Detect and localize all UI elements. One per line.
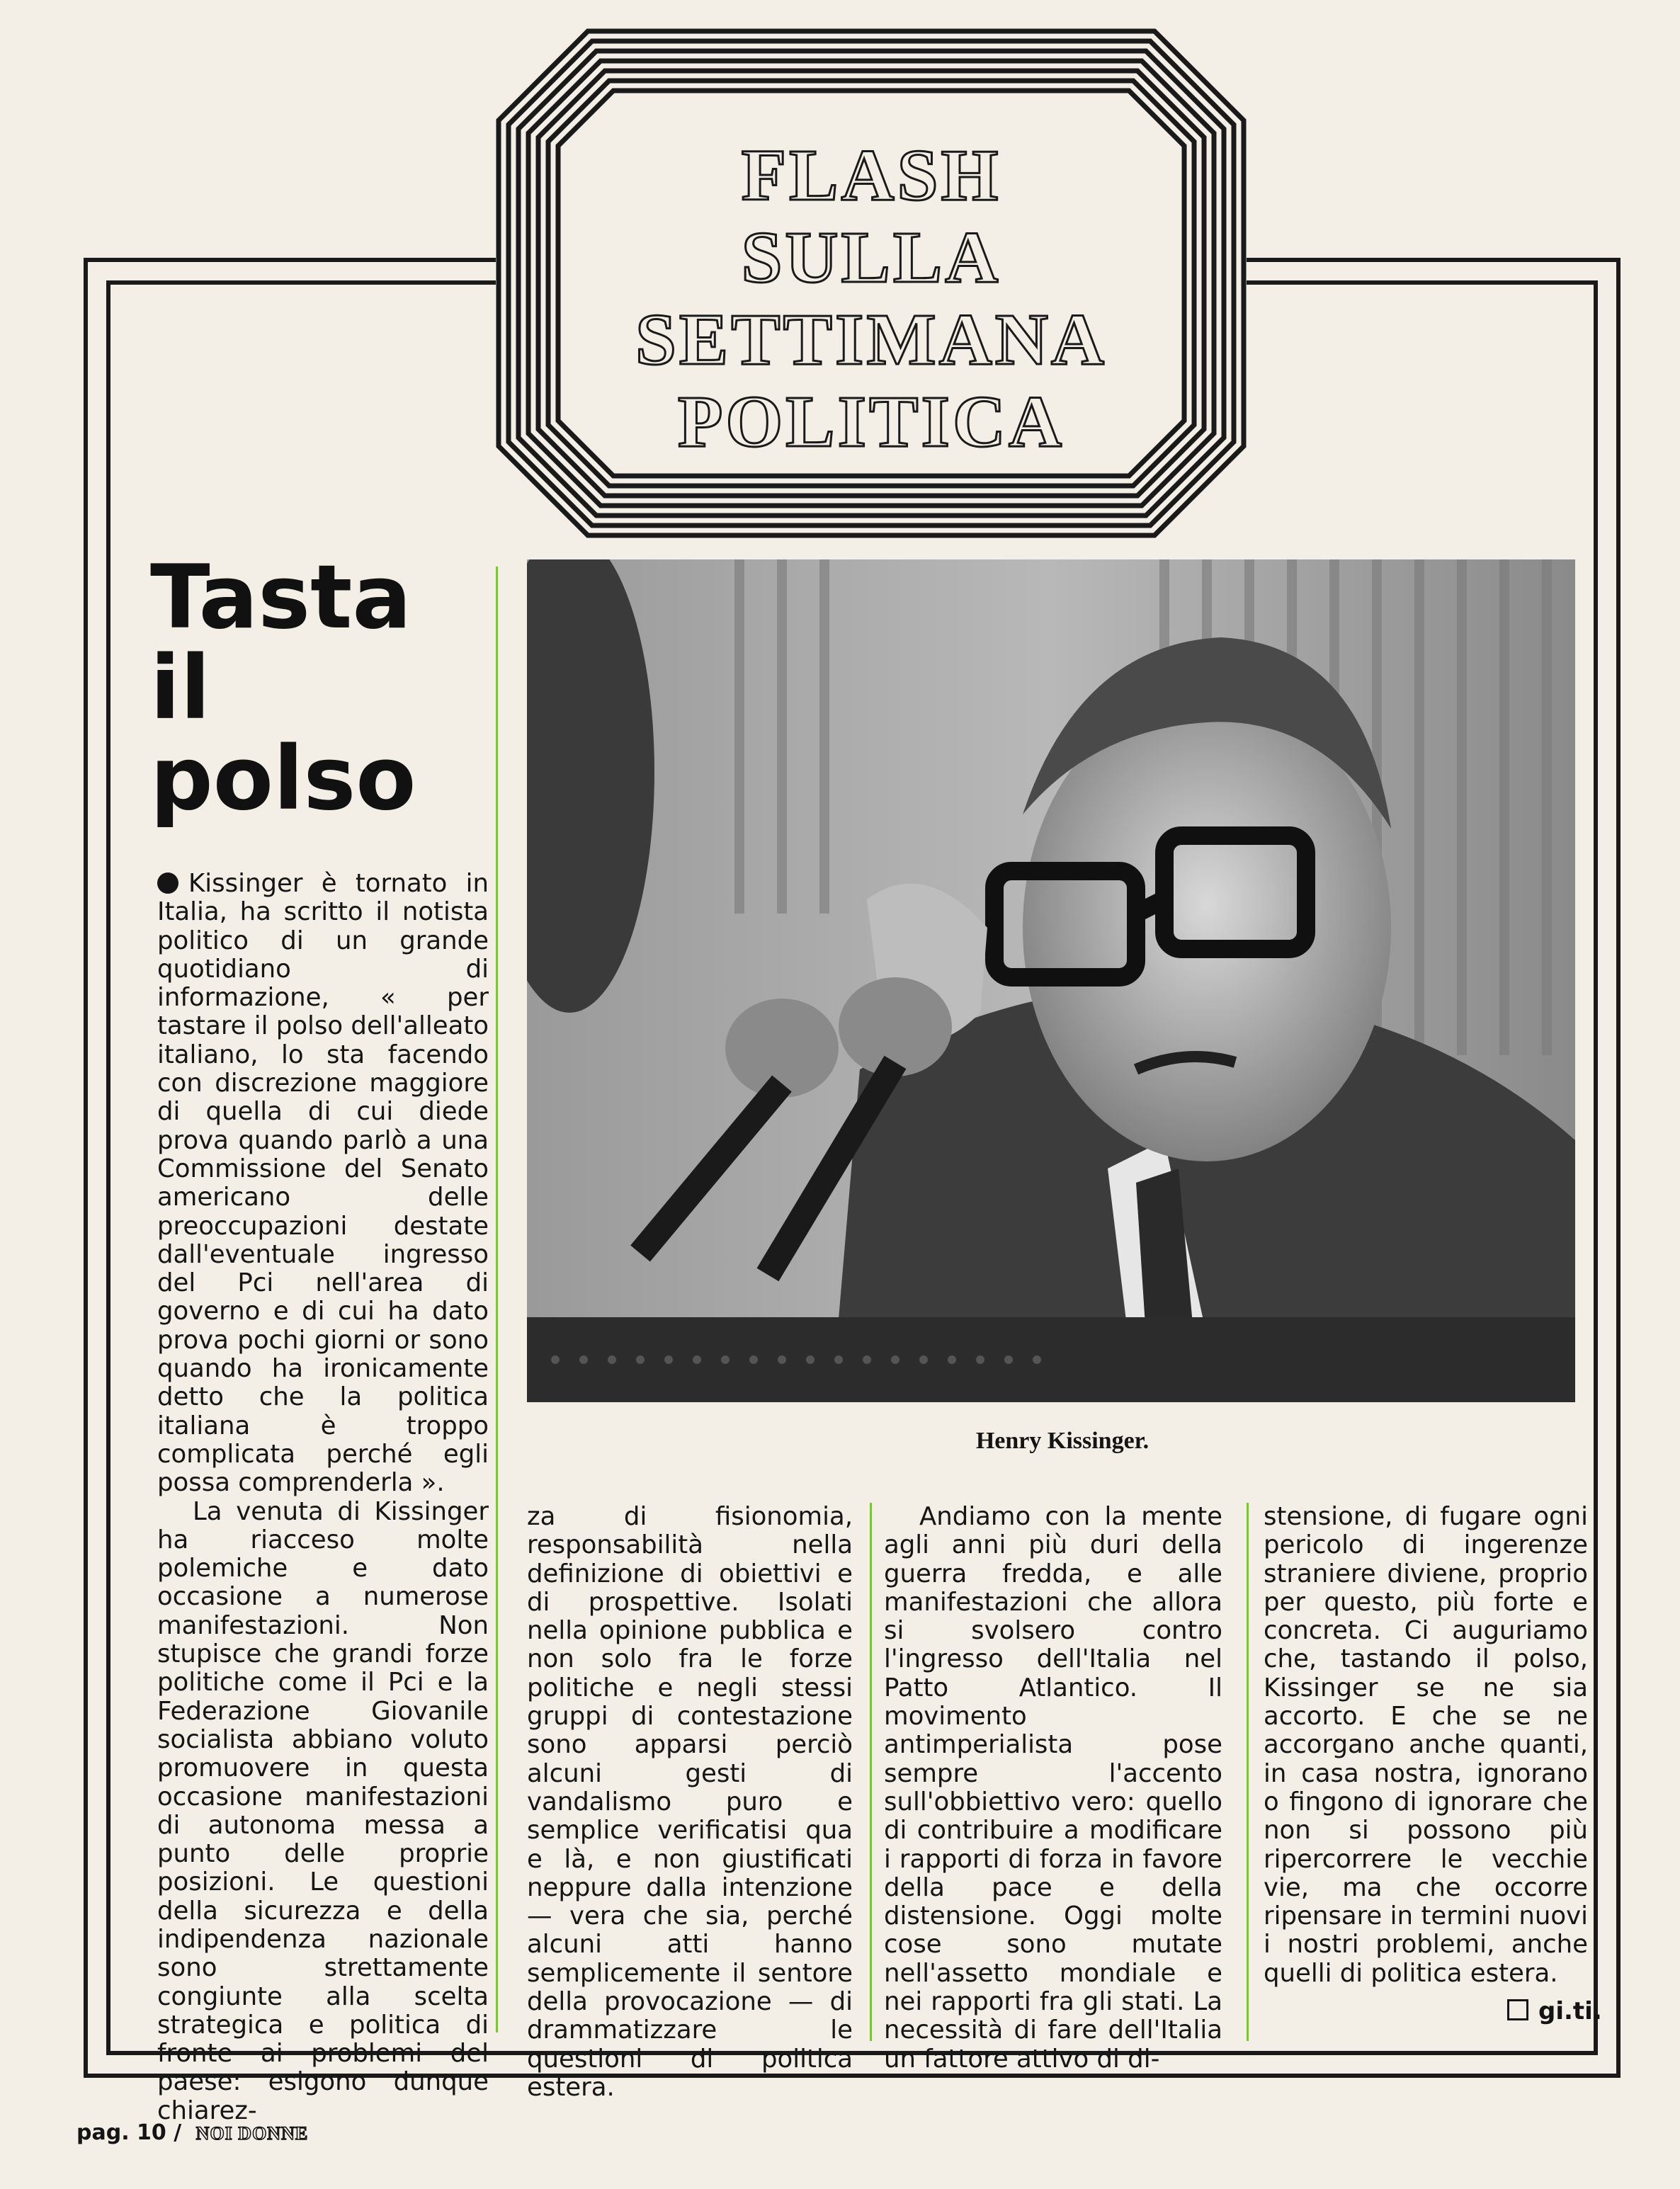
magazine-name: NOI DONNE (195, 2123, 309, 2144)
kissinger-photo (527, 559, 1575, 1402)
headline-line: il (150, 637, 211, 739)
paragraph: stensione, di fugare ogni pericolo di ingerenze straniere diviene, proprio per questo, più forte e concreta. Ci auguriamo che, tastando il polso, Kissinger se ne sia accorto. E che se ne accorgano anche quanti, in casa nostra, ignorano o fingono di ignorare che non si possono più ripercorrere le vecchie vie, ma che occorre ripensare in termini nuovi i nostri problemi, anche quelli di politica estera. (1264, 1502, 1588, 1988)
section-title-line: SETTIMANA (635, 299, 1107, 380)
signature-text: gi.ti. (1538, 1997, 1602, 2025)
article-headline (150, 547, 476, 830)
article-column-4 (1264, 1503, 1588, 1988)
headline-line: polso (150, 728, 416, 830)
header-badge (496, 28, 1247, 538)
paragraph-text: Kissinger è tornato in Italia, ha scritto il notista politico di un grande quotidiano di informazione, « per tastare il polso dell'alleato italiano, lo sta facendo con discrezione maggiore di quella di cui diede prova quando parlò a una Commissione del Senato americano delle preoccupazioni destate dall'eventuale ingresso del Pci nell'area di governo e di cui ha dato prova pochi giorni or sono quando ha ironicamente detto che la politica italiana è troppo complicata perché egli possa comprenderla ». (157, 869, 489, 1498)
paragraph: Andiamo con la mente agli anni più duri della guerra fredda, e alle manifestazioni che allora si svolsero contro l'ingresso dell'Italia nel Patto Atlantico. Il movimento antimperialista pose sempre l'accento sull'obbiettivo vero: quello di contribuire a modificare i rapporti di forza in favore della pace e della distensione. Oggi molte cose sono mutate nell'assetto mondiale e nei rapporti fra gli stati. La necessità di fare dell'Italia un fattore attivo di di- (884, 1502, 1222, 2074)
page-footer (76, 2120, 308, 2145)
paragraph: La venuta di Kissinger ha riacceso molte polemiche e dato occasione a numerose manifestazioni. Non stupisce che grandi forze politiche come il Pci e la Federazione Giovanile socialista abbiano voluto promuovere in questa occasione manifestazioni di autonoma messa a punto delle proprie posizioni. Le questioni della sicurezza e della indipendenza nazionale sono strettamente congiunte alla scelta strategica e politica di fronte ai problemi del paese: esigono dunque chiarez- (157, 1496, 489, 2125)
paragraph: za di fisionomia, responsabilità nella definizione di obiettivi e di prospettive. Isolati nella opinione pubblica e non solo fra le forze politiche e negli stessi gruppi di contestazione sono apparsi perciò alcuni gesti di vandalismo puro e semplice verificatisi qua e là, e non giustificati neppure dalla intenzione — vera che sia, perché alcuni atti hanno semplicemente il sentore della provocazione — di drammatizzare le questioni di politica estera. (527, 1502, 853, 2102)
headline-line: Tasta (150, 547, 412, 649)
paragraph (157, 870, 489, 1498)
column-rule (870, 1503, 872, 2041)
section-title-line: FLASH (741, 135, 1001, 216)
section-title-line: POLITICA (677, 381, 1065, 462)
photo-caption: Henry Kissinger. (975, 1428, 1150, 1454)
article-column-3 (884, 1503, 1222, 2074)
page-number: pag. 10 (76, 2120, 166, 2145)
section-title-line: SULLA (741, 217, 1001, 298)
column-rule (496, 567, 498, 2032)
square-icon (1507, 1999, 1528, 2020)
footer-separator: / (174, 2120, 182, 2145)
bullet-icon (157, 872, 178, 894)
article-column-2 (527, 1503, 853, 2102)
column-rule (1247, 1503, 1249, 2041)
portrait-image-icon (527, 559, 1575, 1402)
article-column-1 (157, 870, 489, 2125)
section-title (496, 135, 1247, 463)
author-signature (1507, 1997, 1602, 2025)
